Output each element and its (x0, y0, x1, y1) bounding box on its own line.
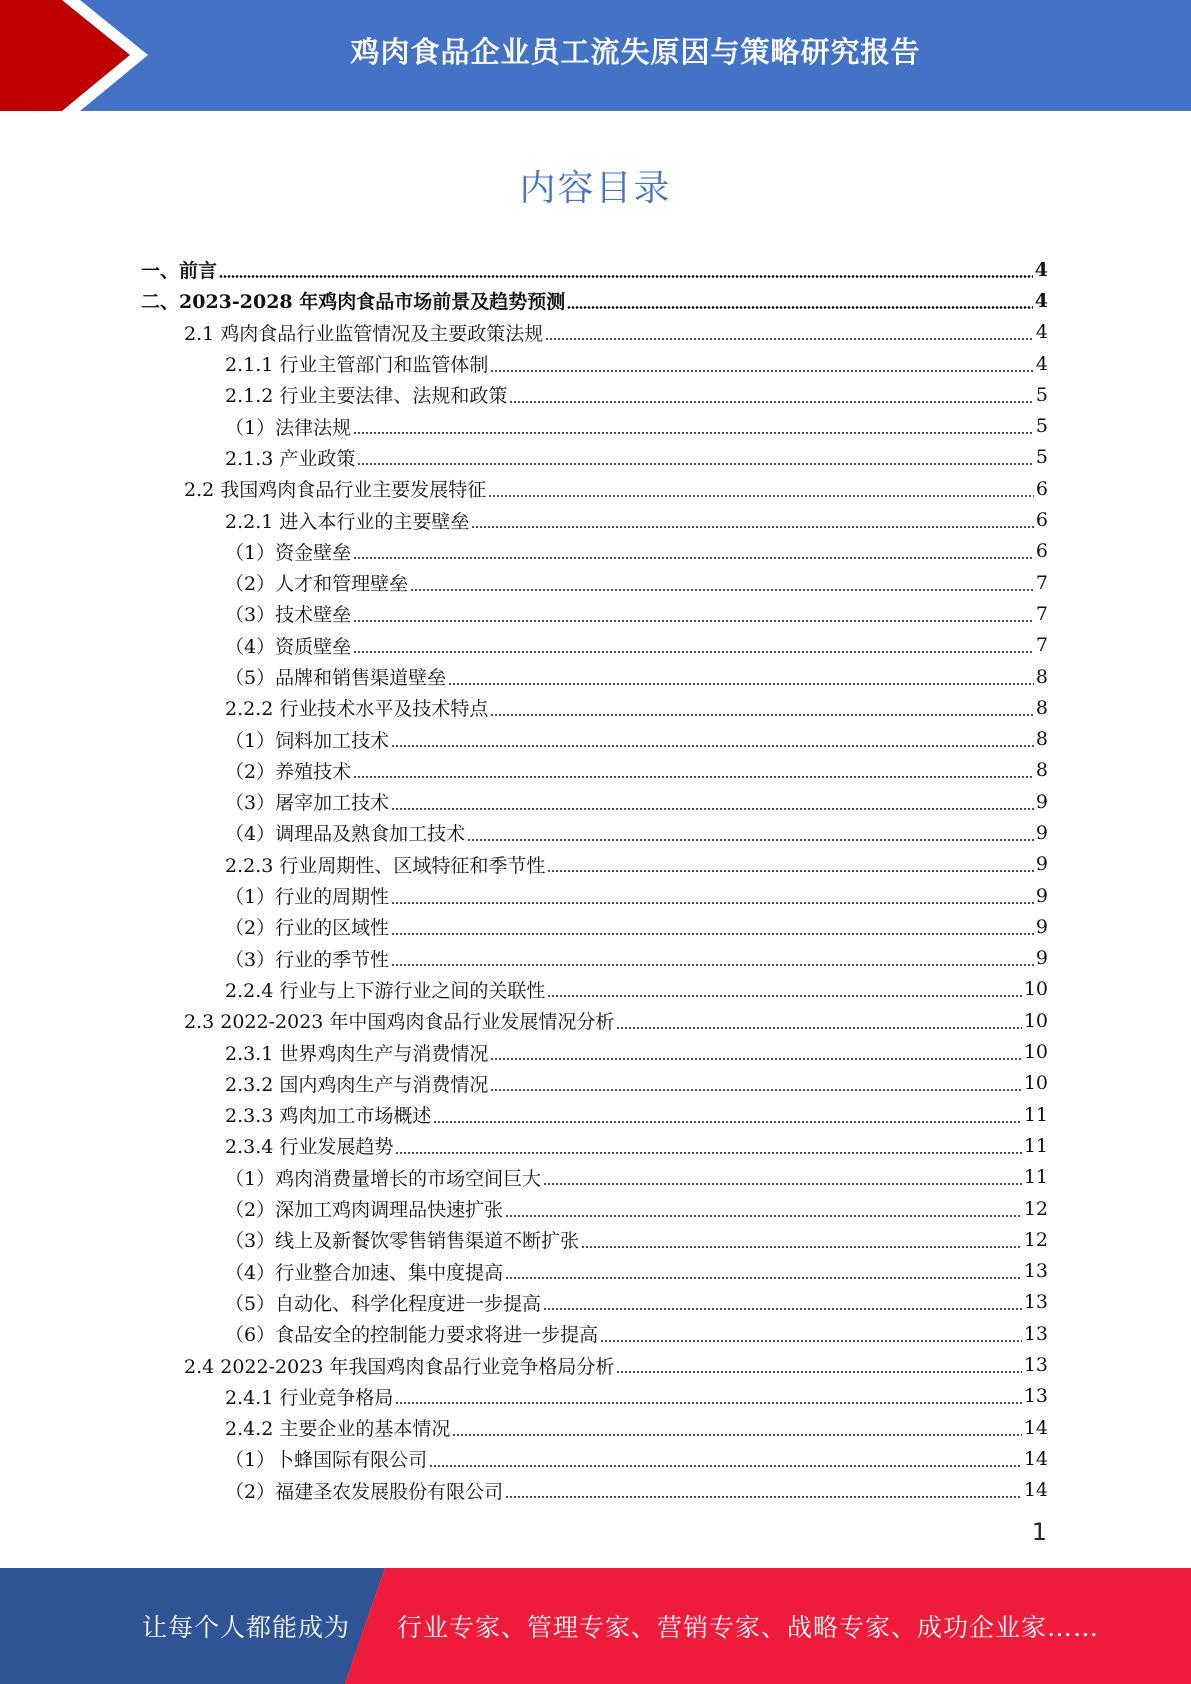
toc-entry[interactable] (0, 285, 1191, 316)
toc-dot-leader (353, 557, 1034, 559)
toc-dot-leader (357, 463, 1034, 465)
toc-entry-title: 一、前言 (141, 260, 218, 283)
toc-entry-title: （2）深加工鸡肉调理品快速扩张 (225, 1199, 504, 1222)
toc-dot-leader (391, 808, 1034, 810)
toc-dot-leader (467, 839, 1034, 841)
toc-entry-page: 12 (1023, 1228, 1048, 1251)
toc-entry-title: （1）饲料加工技术 (225, 729, 390, 752)
toc-dot-leader (490, 1058, 1021, 1060)
toc-entry-page: 10 (1023, 1041, 1048, 1064)
toc-entry-page: 9 (1035, 915, 1048, 938)
toc-entry-title: （5）品牌和销售渠道壁垒 (225, 667, 447, 689)
toc-dot-leader (509, 401, 1034, 403)
toc-dot-leader (505, 1215, 1022, 1217)
toc-entry-title: 2.1.1 行业主管部门和监管体制 (225, 354, 489, 377)
toc-entry-page: 13 (1023, 1322, 1048, 1345)
toc-entry-title: （4）调理品及熟食加工技术 (225, 823, 466, 846)
toc-dot-leader (545, 338, 1034, 340)
toc-entry-title: （1）行业的周期性 (225, 886, 390, 909)
toc-heading: 内容目录 (519, 168, 672, 209)
toc-entry[interactable] (0, 348, 1191, 379)
toc-entry-title: 2.2.1 进入本行业的主要壁垒 (225, 510, 470, 533)
toc-entry-page: 4 (1035, 352, 1048, 375)
toc-entry-page: 8 (1035, 696, 1048, 719)
toc-entry[interactable] (0, 1099, 1191, 1130)
toc-entry[interactable] (0, 1318, 1191, 1349)
toc-entry-title: （3）技术壁垒 (225, 604, 352, 627)
toc-entry-page: 4 (1034, 289, 1048, 312)
toc-entry[interactable] (0, 1349, 1191, 1380)
toc-entry-title: （6）食品安全的控制能力要求将进一步提高 (225, 1324, 599, 1347)
toc-dot-leader (452, 1434, 1021, 1436)
toc-entry-page: 14 (1023, 1447, 1048, 1470)
toc-dot-leader (505, 1496, 1022, 1498)
toc-entry[interactable] (0, 880, 1191, 911)
toc-entry[interactable] (0, 317, 1191, 348)
toc-entry-page: 4 (1035, 321, 1048, 344)
toc-entry[interactable] (0, 755, 1191, 786)
toc-entry-page: 11 (1023, 1103, 1048, 1126)
toc-entry-title: 2.2.2 行业技术水平及技术特点 (225, 698, 489, 721)
toc-entry[interactable] (0, 1162, 1191, 1193)
toc-entry-page: 4 (1034, 258, 1048, 281)
table-of-contents (0, 254, 1191, 1506)
toc-entry-page: 14 (1023, 1479, 1048, 1502)
toc-entry-page: 9 (1035, 790, 1048, 813)
toc-entry[interactable] (0, 1287, 1191, 1318)
toc-entry[interactable] (0, 974, 1191, 1005)
toc-dot-leader (547, 995, 1021, 997)
toc-entry-title: （2）人才和管理壁垒 (225, 573, 409, 596)
toc-entry-title: 2.4.2 主要企业的基本情况 (225, 1418, 451, 1441)
toc-dot-leader (391, 964, 1034, 966)
toc-entry-title: （1）资金壁垒 (225, 541, 352, 564)
toc-entry-title: （3）行业的季节性 (225, 948, 390, 971)
toc-dot-leader (353, 651, 1034, 653)
toc-dot-leader (429, 1465, 1022, 1467)
toc-dot-leader (505, 1277, 1022, 1279)
toc-entry-page: 6 (1035, 477, 1048, 500)
toc-entry[interactable] (0, 1381, 1191, 1412)
toc-entry-title: （1）卜蜂国际有限公司 (225, 1449, 428, 1472)
toc-entry[interactable] (0, 692, 1191, 723)
toc-entry[interactable] (0, 1224, 1191, 1255)
toc-dot-leader (547, 870, 1034, 872)
header-red-arrow (0, 0, 130, 111)
toc-entry-title: 2.1.3 产业政策 (225, 447, 356, 470)
toc-entry-title: 2.3.1 世界鸡肉生产与消费情况 (225, 1042, 489, 1065)
toc-dot-leader (490, 370, 1034, 372)
toc-dot-leader (616, 1371, 1021, 1373)
toc-entry[interactable] (0, 786, 1191, 817)
toc-entry[interactable] (0, 598, 1191, 629)
toc-entry[interactable] (0, 1068, 1191, 1099)
toc-entry-page: 13 (1023, 1354, 1048, 1377)
toc-entry-page: 9 (1035, 821, 1048, 844)
toc-entry-title: （2）行业的区域性 (225, 917, 390, 940)
toc-entry-title: 2.2.4 行业与上下游行业之间的关联性 (225, 979, 546, 1002)
toc-entry-page: 8 (1035, 665, 1048, 688)
toc-entry[interactable] (0, 943, 1191, 974)
toc-entry[interactable] (0, 1256, 1191, 1287)
toc-dot-leader (490, 1089, 1021, 1091)
toc-entry[interactable] (0, 911, 1191, 942)
toc-entry-page: 13 (1023, 1291, 1048, 1314)
toc-entry-title: 2.4 2022-2023 年我国鸡肉食品行业竞争格局分析 (184, 1355, 615, 1378)
toc-entry-page: 5 (1035, 446, 1048, 469)
toc-entry[interactable] (0, 442, 1191, 473)
toc-dot-leader (395, 1402, 1021, 1404)
toc-entry-page: 10 (1023, 1009, 1048, 1032)
toc-entry[interactable] (0, 817, 1191, 848)
toc-entry-page: 7 (1035, 571, 1048, 594)
toc-entry[interactable] (0, 849, 1191, 880)
toc-dot-leader (488, 495, 1034, 497)
toc-entry-page: 6 (1035, 509, 1048, 532)
toc-dot-leader (567, 306, 1033, 309)
toc-entry-title: （1）鸡肉消费量增长的市场空间巨大 (225, 1167, 542, 1190)
toc-entry-page: 13 (1023, 1385, 1048, 1408)
toc-dot-leader (490, 714, 1034, 716)
footer-slogan-left: 让每个人都能成为 (142, 1613, 351, 1642)
toc-entry-page: 7 (1035, 602, 1048, 625)
toc-dot-leader (391, 902, 1034, 904)
toc-entry-title: 2.1 鸡肉食品行业监管情况及主要政策法规 (184, 322, 544, 345)
toc-dot-leader (353, 432, 1034, 434)
toc-entry-page: 5 (1035, 415, 1048, 438)
toc-dot-leader (353, 620, 1034, 622)
toc-entry-page: 8 (1035, 728, 1048, 751)
toc-dot-leader (353, 776, 1034, 778)
toc-entry-page: 9 (1035, 884, 1048, 907)
toc-dot-leader (391, 933, 1034, 935)
toc-entry-title: （2）养殖技术 (225, 760, 352, 783)
toc-entry-title: 2.2 我国鸡肉食品行业主要发展特征 (184, 479, 487, 502)
toc-entry[interactable] (0, 536, 1191, 567)
toc-entry-page: 11 (1023, 1166, 1048, 1189)
toc-entry[interactable] (0, 473, 1191, 504)
toc-entry-title: （4）资质壁垒 (225, 635, 352, 658)
toc-entry[interactable] (0, 1130, 1191, 1161)
toc-dot-leader (410, 589, 1034, 591)
toc-dot-leader (600, 1340, 1022, 1342)
toc-entry[interactable] (0, 567, 1191, 598)
toc-dot-leader (616, 1027, 1021, 1029)
toc-entry[interactable] (0, 1475, 1191, 1506)
toc-dot-leader (543, 1183, 1022, 1185)
toc-entry-title: 2.4.1 行业竞争格局 (225, 1386, 394, 1409)
toc-entry[interactable] (0, 254, 1191, 285)
report-title: 鸡肉食品企业员工流失原因与策略研究报告 (350, 34, 921, 69)
toc-dot-leader (581, 1246, 1022, 1248)
toc-entry-page: 5 (1035, 383, 1048, 406)
toc-entry-title: 2.2.3 行业周期性、区域特征和季节性 (225, 854, 546, 877)
toc-entry-title: （5）自动化、科学化程度进一步提高 (225, 1292, 542, 1315)
toc-dot-leader (391, 745, 1034, 747)
toc-entry[interactable] (0, 1412, 1191, 1443)
report-footer (0, 1568, 1191, 1684)
toc-entry-page: 10 (1023, 978, 1048, 1001)
toc-dot-leader (471, 526, 1034, 528)
toc-entry-page: 13 (1023, 1260, 1048, 1283)
toc-entry-title: （4）行业整合加速、集中度提高 (225, 1261, 504, 1284)
toc-dot-leader (219, 275, 1033, 278)
toc-entry-title: 2.3 2022-2023 年中国鸡肉食品行业发展情况分析 (184, 1011, 615, 1034)
toc-dot-leader (448, 683, 1034, 685)
footer-slogan-right: 行业专家、管理专家、营销专家、战略专家、成功企业家…… (397, 1613, 1100, 1642)
toc-entry-title: （1）法律法规 (225, 416, 352, 439)
toc-entry-title: 2.3.4 行业发展趋势 (225, 1136, 394, 1159)
toc-entry-page: 11 (1023, 1134, 1048, 1157)
toc-entry[interactable] (0, 410, 1191, 441)
toc-entry[interactable] (0, 1005, 1191, 1036)
report-header (0, 0, 1191, 111)
toc-dot-leader (433, 1121, 1021, 1123)
toc-entry-page: 9 (1035, 947, 1048, 970)
toc-entry[interactable] (0, 1193, 1191, 1224)
toc-entry-title: 2.1.2 行业主要法律、法规和政策 (225, 385, 508, 408)
toc-entry[interactable] (0, 1443, 1191, 1474)
toc-entry-title: 2.3.3 鸡肉加工市场概述 (225, 1105, 432, 1128)
toc-entry[interactable] (0, 379, 1191, 410)
toc-entry-page: 14 (1023, 1416, 1048, 1439)
toc-entry-page: 6 (1035, 540, 1048, 563)
toc-dot-leader (543, 1308, 1022, 1310)
toc-entry[interactable] (0, 723, 1191, 754)
toc-entry-page: 7 (1035, 634, 1048, 657)
toc-entry-title: （3）线上及新餐饮零售销售渠道不断扩张 (225, 1230, 580, 1253)
page-number: 1 (1031, 1518, 1047, 1546)
toc-dot-leader (395, 1152, 1021, 1154)
toc-entry-title: 2.3.2 国内鸡肉生产与消费情况 (225, 1073, 489, 1096)
toc-entry[interactable] (0, 630, 1191, 661)
toc-entry[interactable] (0, 1036, 1191, 1067)
toc-entry-title: （3）屠宰加工技术 (225, 792, 390, 815)
toc-entry-page: 9 (1035, 853, 1048, 876)
toc-entry-title: 二、2023-2028 年鸡肉食品市场前景及趋势预测 (141, 291, 566, 314)
toc-entry-page: 10 (1023, 1072, 1048, 1095)
toc-entry-page: 12 (1023, 1197, 1048, 1220)
toc-entry[interactable] (0, 504, 1191, 535)
toc-entry-title: （2）福建圣农发展股份有限公司 (225, 1480, 504, 1503)
toc-entry-page: 8 (1035, 759, 1048, 782)
toc-entry[interactable] (0, 661, 1191, 692)
